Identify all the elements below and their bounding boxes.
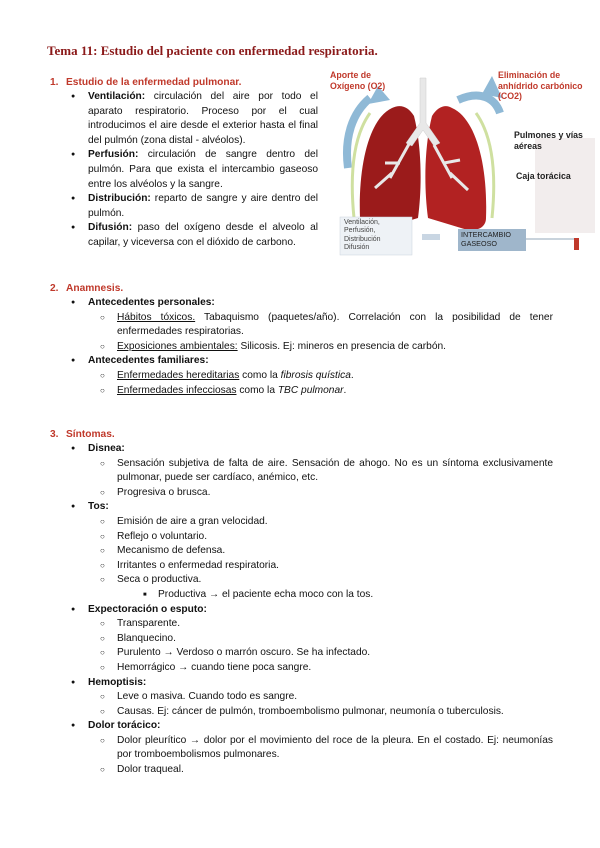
ribcage-label: Caja torácica (516, 171, 571, 181)
connector-arrow (422, 234, 440, 240)
subheading: Tos: (88, 501, 109, 513)
list-item: ○ Mecanismo de defensa. (117, 544, 553, 559)
item-text: Seca o productiva. (117, 574, 202, 586)
section-3-heading (50, 428, 115, 443)
definition: reparto de sangre y aire dentro del pulmón. (88, 193, 318, 219)
italic-term: TBC pulmonar (277, 384, 344, 396)
list-item (117, 311, 553, 340)
item-text: como la (239, 369, 281, 381)
section-2-list (88, 296, 553, 398)
lungs-figure (330, 68, 595, 256)
section-1-list (88, 90, 318, 251)
list-item (88, 296, 553, 354)
list-item (88, 500, 553, 602)
item-text: como la (236, 384, 278, 396)
list-item (88, 90, 318, 148)
list-item: ○ Hemorrágico → cuando tiene poca sangre. (117, 661, 553, 676)
sublist (117, 457, 553, 501)
sublist (117, 369, 553, 398)
list-item: ■ Productiva → el paciente echa moco con la tos. (158, 588, 553, 603)
sublist (117, 515, 553, 603)
page-title: Tema 11: Estudio del paciente con enfermedad respiratoria. (47, 43, 378, 58)
list-item (117, 340, 553, 355)
subheading: Hemoptisis: (88, 676, 147, 688)
sublist (117, 734, 553, 778)
section-2-heading (50, 282, 123, 297)
list-item: ○ Causas. Ej: cáncer de pulmón, tromboembolismo pulmonar, neumonía o tuberculosis. (117, 705, 553, 720)
definition: paso del oxígeno desde el alveolo al capilar, y viceversa con el dióxido de carbono. (88, 222, 318, 248)
definition: circulación de sangre dentro del pulmón. Para que exista el intercambio gaseoso entre los alvéolos y la sangre. (88, 149, 318, 190)
list-item (88, 676, 553, 720)
watermark-shape (535, 138, 595, 233)
exhale-arrow (458, 96, 500, 113)
list-item: ○ Leve o masiva. Cuando todo es sangre. (117, 690, 553, 705)
subheading: Dolor torácico: (88, 720, 161, 732)
box-line: INTERCAMBIO (461, 230, 511, 239)
lungs-label: Pulmones y vías aéreas (514, 130, 583, 151)
term: Perfusión: (88, 149, 139, 161)
list-item (88, 603, 553, 676)
left-lung (360, 106, 421, 230)
sublist (117, 311, 553, 355)
list-item (88, 442, 553, 500)
box-line: Distribución (344, 235, 381, 243)
university-logo-icon (574, 238, 579, 250)
exchange-line (526, 238, 576, 240)
section-title: Estudio de la enfermedad pulmonar. (66, 77, 242, 88)
box-line: GASEOSO (461, 238, 497, 248)
list-item (88, 719, 553, 777)
list-item (88, 192, 318, 221)
section-1-heading (50, 76, 242, 91)
co2-label: Eliminación de anhídrido carbónico (CO2) (498, 70, 583, 101)
section-3-list (88, 442, 553, 778)
item-text: . (343, 384, 347, 396)
list-item: ○ Emisión de aire a gran velocidad. (117, 515, 553, 530)
ventilation-box-text (344, 219, 381, 253)
list-item: ○ Sensación subjetiva de falta de aire. Sensación de ahogo. No es un síntoma exclusivamente pulmonar, puede ser cardíaco, anémico, etc. (117, 457, 553, 486)
exchange-box-text (461, 231, 511, 248)
subheading: Antecedentes personales: (88, 297, 215, 308)
subheading: Disnea: (88, 443, 125, 454)
section-title: Anamnesis. (66, 283, 124, 294)
underlined-term: Enfermedades hereditarias (117, 369, 240, 381)
underlined-term: Exposiciones ambientales: (117, 340, 238, 352)
list-item: ○ Progresiva o brusca. (117, 486, 553, 501)
sublist (158, 588, 553, 603)
subheading: Expectoración o esputo: (88, 603, 207, 615)
section-number: 3. (50, 429, 59, 440)
list-item: ○ Dolor pleurítico → dolor por el movimiento del roce de la pleura. En el costado. Ej: neumonías por tromboembolismos pulmonares. (117, 734, 553, 763)
oxygen-label: Aporte de Oxígeno (O2) (330, 70, 386, 91)
underlined-term: Enfermedades infecciosas (117, 384, 237, 396)
box-line: Perfusión, (344, 227, 376, 235)
sublist (117, 690, 553, 719)
list-item: ○ Irritantes o enfermedad respiratoria. (117, 559, 553, 574)
right-lung (425, 106, 486, 230)
list-item (88, 354, 553, 398)
sublist (117, 617, 553, 675)
section-number: 1. (50, 77, 59, 88)
section-title: Síntomas. (66, 429, 115, 440)
box-line: Difusión (344, 244, 370, 252)
list-item: ○ Purulento → Verdoso o marrón oscuro. Se ha infectado. (117, 646, 553, 661)
box-line: Ventilación, (344, 219, 380, 226)
item-text: Silicosis. Ej: mineros en presencia de carbón. (237, 340, 447, 352)
underlined-term: Hábitos tóxicos. (117, 311, 196, 323)
term: Difusión: (88, 222, 133, 234)
item-text: Tabaquismo (paquetes/año). Correlación con la posibilidad de tener enfermedades respiratorias. (117, 311, 553, 338)
list-item: ○ Reflejo o voluntario. (117, 530, 553, 545)
list-item (88, 221, 318, 250)
term: Distribución: (88, 193, 151, 205)
section-number: 2. (50, 283, 59, 294)
list-item (117, 369, 553, 384)
list-item (88, 148, 318, 192)
subheading: Antecedentes familiares: (88, 355, 209, 367)
list-item: ○ Blanquecino. (117, 632, 553, 647)
term: Ventilación: (88, 91, 146, 102)
list-item: ○ Dolor traqueal. (117, 763, 553, 778)
item-text: . (350, 369, 354, 381)
list-item (117, 384, 553, 399)
italic-term: fibrosis quística (280, 369, 351, 381)
list-item: ○ Transparente. (117, 617, 553, 632)
list-item (117, 573, 553, 602)
definition: circulación del aire por todo el aparato respiratorio. Proceso por el cual introducimos el aire desde el exterior hasta el final del pulmón (zona distal - alvéolos). (88, 91, 318, 146)
